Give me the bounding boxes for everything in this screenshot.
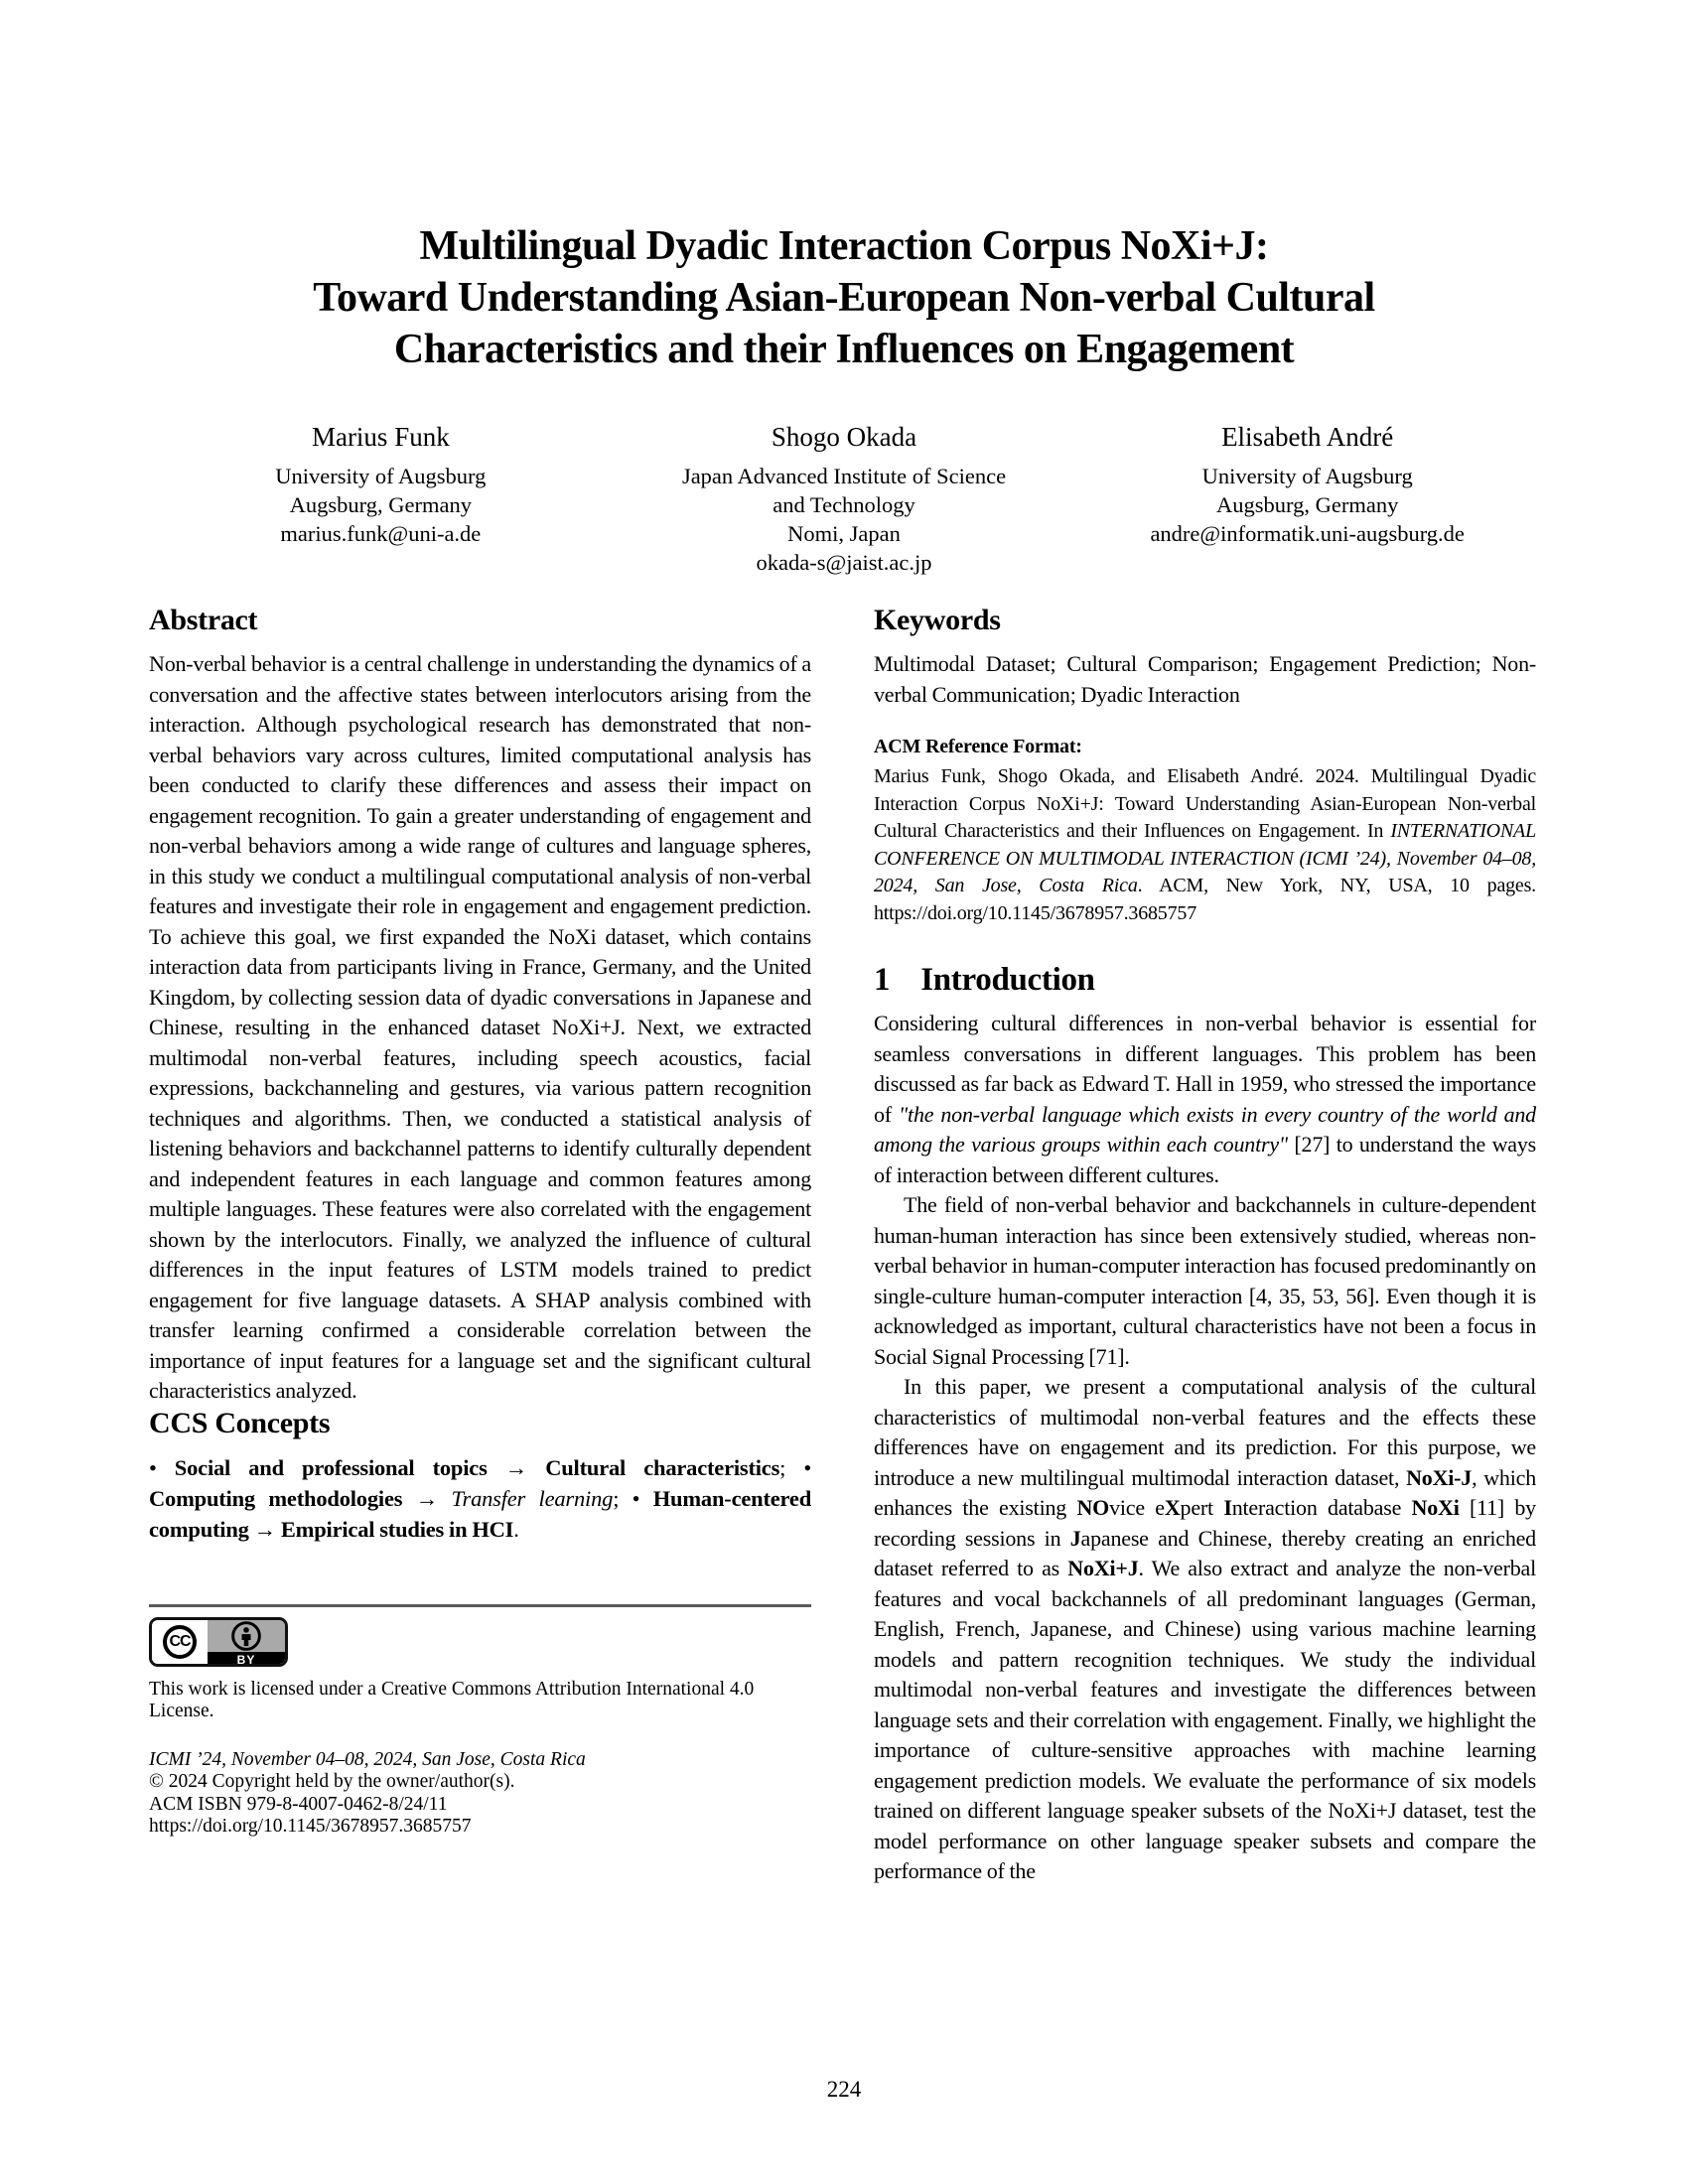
introduction-heading: [874, 961, 1536, 999]
footnote-rule: [149, 1604, 811, 1607]
keywords-text: Multimodal Dataset; Cultural Comparison; Engagement Prediction; Non-verbal Communication; Dyadic Interaction: [874, 651, 1536, 707]
paper-title-line-3: Characteristics and their Influences on Engagement: [393, 327, 1295, 372]
intro-paragraph-2: The field of non-verbal behavior and backchannels in culture-dependent human-human interaction has since been extensively studied, whereas non-verbal behavior in human-computer interaction has focused predominantly on single-culture human-computer interaction [4, 35, 53, 56]. Even though it is acknowledged as important, cultural characteristics have not been a focus in Social Signal Processing [71].: [874, 1192, 1536, 1369]
author-location: Augsburg, Germany: [1216, 492, 1399, 517]
doi-line: https://doi.org/10.1145/3678957.3685757: [149, 1816, 472, 1837]
cc-by-badge: [149, 1617, 288, 1667]
license-text: This work is licensed under a Creative Commons Attribution International 4.0 License.: [149, 1678, 755, 1721]
authors-block: [149, 421, 1539, 577]
page-number: 224: [826, 2077, 862, 2102]
cc-by-label: BY: [208, 1652, 285, 1667]
section-number: 1: [874, 962, 891, 998]
right-column: [874, 604, 1536, 1887]
author-name: Marius Funk: [311, 422, 450, 452]
ccs-heading: CCS Concepts: [149, 1406, 331, 1439]
section-title: Introduction: [920, 962, 1095, 998]
author-2: [613, 421, 1076, 577]
copyright-block: [149, 1749, 811, 1839]
copyright-line: © 2024 Copyright held by the owner/author(s).: [149, 1771, 515, 1792]
author-affiliation: and Technology: [773, 492, 915, 517]
keywords-heading: Keywords: [874, 604, 1001, 636]
attribution-person-icon: [208, 1620, 285, 1652]
abstract-heading: Abstract: [149, 604, 258, 636]
author-location: Augsburg, Germany: [289, 492, 472, 517]
abstract-text: Non-verbal behavior is a central challenge in understanding the dynamics of a conversation and the affective states between interlocutors arising from the interaction. Although psychological research has demonstrated that non-verbal behaviors vary across cultures, limited computational analysis has been conducted to clarify these differences and assess their impact on engagement recognition. To gain a greater understanding of engagement and non-verbal behaviors among a wide range of cultures and language spheres, in this study we conduct a multilingual computational analysis of non-verbal features and investigate their role in engagement and engagement prediction. To achieve this goal, we first expanded the NoXi dataset, which contains interaction data from participants living in France, Germany, and the United Kingdom, by collecting session data of dyadic conversations in Japanese and Chinese, resulting in the enhanced dataset NoXi+J. Next, we extracted multimodal non-verbal features, including speech acoustics, facial expressions, backchanneling and gestures, via various pattern recognition techniques and algorithms. Then, we conducted a statistical analysis of listening behaviors and backchannel patterns to identify culturally dependent and independent features in each language and common features among multiple languages. These features were also correlated with the engagement shown by the interlocutors. Finally, we analyzed the influence of cultural differences in the input features of LSTM models trained to predict engagement for five language datasets. A SHAP analysis combined with transfer learning confirmed a considerable correlation between the importance of input features for a language set and the significant cultural characteristics analyzed.: [149, 651, 811, 1403]
left-column: [149, 604, 811, 1839]
intro-paragraph-1: Considering cultural differences in non-verbal behavior is essential for seamless conversations in different languages. This problem has been discussed as far back as Edward T. Hall in 1959, who stressed the importance of "the non-verbal language which exists in every country of the world and among the various groups within each country" [27] to understand the ways of interaction between different cultures.: [874, 1011, 1536, 1187]
author-affiliation: Japan Advanced Institute of Science: [681, 464, 1007, 488]
author-name: Shogo Okada: [771, 422, 917, 452]
author-location: Nomi, Japan: [787, 521, 901, 546]
author-3: [1075, 421, 1539, 577]
isbn-line: ACM ISBN 979-8-4007-0462-8/24/11: [149, 1793, 448, 1815]
acm-reference-text: Marius Funk, Shogo Okada, and Elisabeth André. 2024. Multilingual Dyadic Interaction Corpus NoXi+J: Toward Understanding Asian-European Non-verbal Cultural Characteristics and their Influences on Engagement. In INTERNATIONAL CONFERENCE ON MULTIMODAL INTERACTION (ICMI ’24), November 04–08, 2024, San Jose, Costa Rica. ACM, New York, NY, USA, 10 pages. https://doi.org/10.1145/3678957.3685757: [874, 765, 1536, 924]
ccs-text: • Social and professional topics → Cultural characteristics; • Computing methodologies → Transfer learning; • Human-centered computing → Empirical studies in HCI.: [149, 1454, 812, 1542]
author-name: Elisabeth André: [1221, 422, 1394, 452]
author-1: [149, 421, 613, 577]
intro-paragraph-3: In this paper, we present a computational analysis of the cultural characteristics of multimodal non-verbal features and the effects these differences have on engagement and its prediction. For this purpose, we introduce a new multilingual multimodal interaction dataset, NoXi-J, which enhances the existing NOvice eXpert Interaction database NoXi [11] by recording sessions in Japanese and Chinese, thereby creating an enriched dataset referred to as NoXi+J. We also extract and analyze the non-verbal features and vocal backchannels of all predominant languages (German, English, French, Japanese, and Chinese) using various machine learning models and pattern recognition techniques. We study the individual multimodal non-verbal features and investigate the differences between language sets and their correlation with engagement. Finally, we highlight the importance of culture-sensitive approaches with machine learning engagement prediction models. We evaluate the performance of six models trained on different language speaker subsets of the NoXi+J dataset, test the model performance on other language speaker subsets and compare the performance of the: [874, 1374, 1536, 1883]
paper-title-line-1: Multilingual Dyadic Interaction Corpus NoXi+J:: [419, 223, 1269, 269]
conference-line: ICMI ’24, November 04–08, 2024, San Jose, Costa Rica: [149, 1748, 586, 1770]
acm-reference-heading: ACM Reference Format:: [874, 736, 1082, 757]
author-email: marius.funk@uni-a.de: [280, 521, 482, 546]
author-affiliation: University of Augsburg: [1201, 464, 1413, 488]
paper-title-line-2: Toward Understanding Asian-European Non-verbal Cultural: [313, 275, 1375, 321]
cc-logo-icon: [152, 1620, 208, 1664]
cc-badge-right: [208, 1620, 285, 1667]
author-email: andre@informatik.uni-augsburg.de: [1150, 521, 1465, 546]
author-email: okada-s@jaist.ac.jp: [756, 550, 932, 575]
author-affiliation: University of Augsburg: [275, 464, 487, 488]
paper-title: [0, 220, 1688, 375]
cc-logo-letters: CC: [163, 1625, 197, 1659]
